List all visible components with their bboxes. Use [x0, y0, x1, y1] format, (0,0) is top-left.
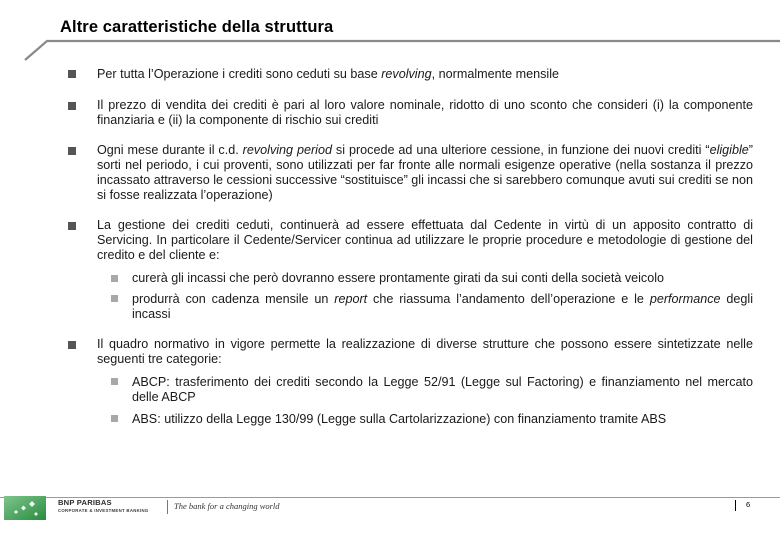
text-segment: revolving: [381, 67, 432, 81]
sub-bullet-marker: [111, 378, 118, 385]
sub-bullet-text-4-2: [132, 292, 753, 322]
text-segment: performance: [649, 292, 721, 306]
bullet-text-2: [97, 98, 753, 128]
brand-division: CORPORATE & INVESTMENT BANKING: [58, 508, 149, 513]
text-segment: , normalmente mensile: [431, 67, 560, 81]
sub-bullet-text-5-2: [132, 412, 753, 427]
bnp-stars-logo-icon: [4, 496, 46, 520]
text-segment: Ogni mese durante il c.d.: [97, 143, 243, 157]
text-segment: La gestione dei crediti ceduti, continuerà ad essere effettuata dal Cedente in virtù di un apposito contratto di Servicing. In particolare il Cedente/Servicer continua ad utilizzare le proprie procedure e metodologie di gestione del credito e del cliente e:: [97, 218, 753, 262]
text-segment: report: [334, 292, 368, 306]
sub-bullet-marker: [111, 295, 118, 302]
text-segment: Il quadro normativo in vigore permette la realizzazione di diverse strutture che possono essere sintetizzate nelle seguenti tre categorie:: [97, 337, 753, 366]
brand-separator: [167, 500, 168, 514]
brand-name: BNP PARIBAS: [58, 498, 112, 507]
bullet-marker: [68, 222, 76, 230]
text-segment: ” sorti nel periodo, i cui proventi, sono utilizzati per far fronte alle normali esigenze operative (nella sostanza il prezzo incassato attraverso le cessioni successive “sostituisce” gli incassi che si sarebbero comunque avuti sui crediti se non si fosse realizzata l’operazione): [97, 143, 753, 202]
sub-bullet-marker: [111, 275, 118, 282]
sub-bullet-marker: [111, 415, 118, 422]
text-segment: ABCP: trasferimento dei crediti secondo la Legge 52/91 (Legge sul Factoring) e finanziamento nel mercato delle ABCP: [132, 375, 753, 404]
bullet-marker: [68, 70, 76, 78]
bullet-marker: [68, 341, 76, 349]
title-underline: [0, 36, 780, 66]
page-number: 6: [746, 500, 751, 509]
text-segment: ABS: utilizzo della Legge 130/99 (Legge sulla Cartolarizzazione) con finanziamento tramite ABS: [132, 412, 667, 426]
text-segment: che riassuma l’andamento dell’operazione e le: [367, 292, 650, 306]
text-segment: produrrà con cadenza mensile un: [132, 292, 335, 306]
brand-tagline: The bank for a changing world: [174, 501, 280, 511]
text-segment: Per tutta l’Operazione i crediti sono ceduti su base: [97, 67, 382, 81]
text-segment: degli incassi: [132, 292, 753, 321]
text-segment: si procede ad una ulteriore cessione, in funzione dei nuovi crediti “: [332, 143, 710, 157]
text-segment: Il prezzo di vendita dei crediti è pari al loro valore nominale, ridotto di uno sconto che consideri (i) la componente finanziaria e (ii) la componente di rischio sui crediti: [97, 98, 753, 127]
sub-bullet-text-4-1: [132, 271, 753, 286]
footer-divider: [0, 497, 780, 498]
sub-bullet-text-5-1: [132, 375, 753, 405]
text-segment: curerà gli incassi che però dovranno essere prontamente girati da sui conti della società veicolo: [132, 271, 665, 285]
bullet-marker: [68, 147, 76, 155]
bullet-marker: [68, 102, 76, 110]
bullet-text-4: [97, 218, 753, 263]
bullet-text-1: [97, 67, 753, 82]
page-number-separator: [735, 500, 736, 511]
bullet-text-3: [97, 143, 753, 203]
text-segment: eligible: [709, 143, 749, 157]
text-segment: revolving period: [242, 143, 332, 157]
page-title: Altre caratteristiche della struttura: [60, 18, 334, 36]
bullet-text-5: [97, 337, 753, 367]
